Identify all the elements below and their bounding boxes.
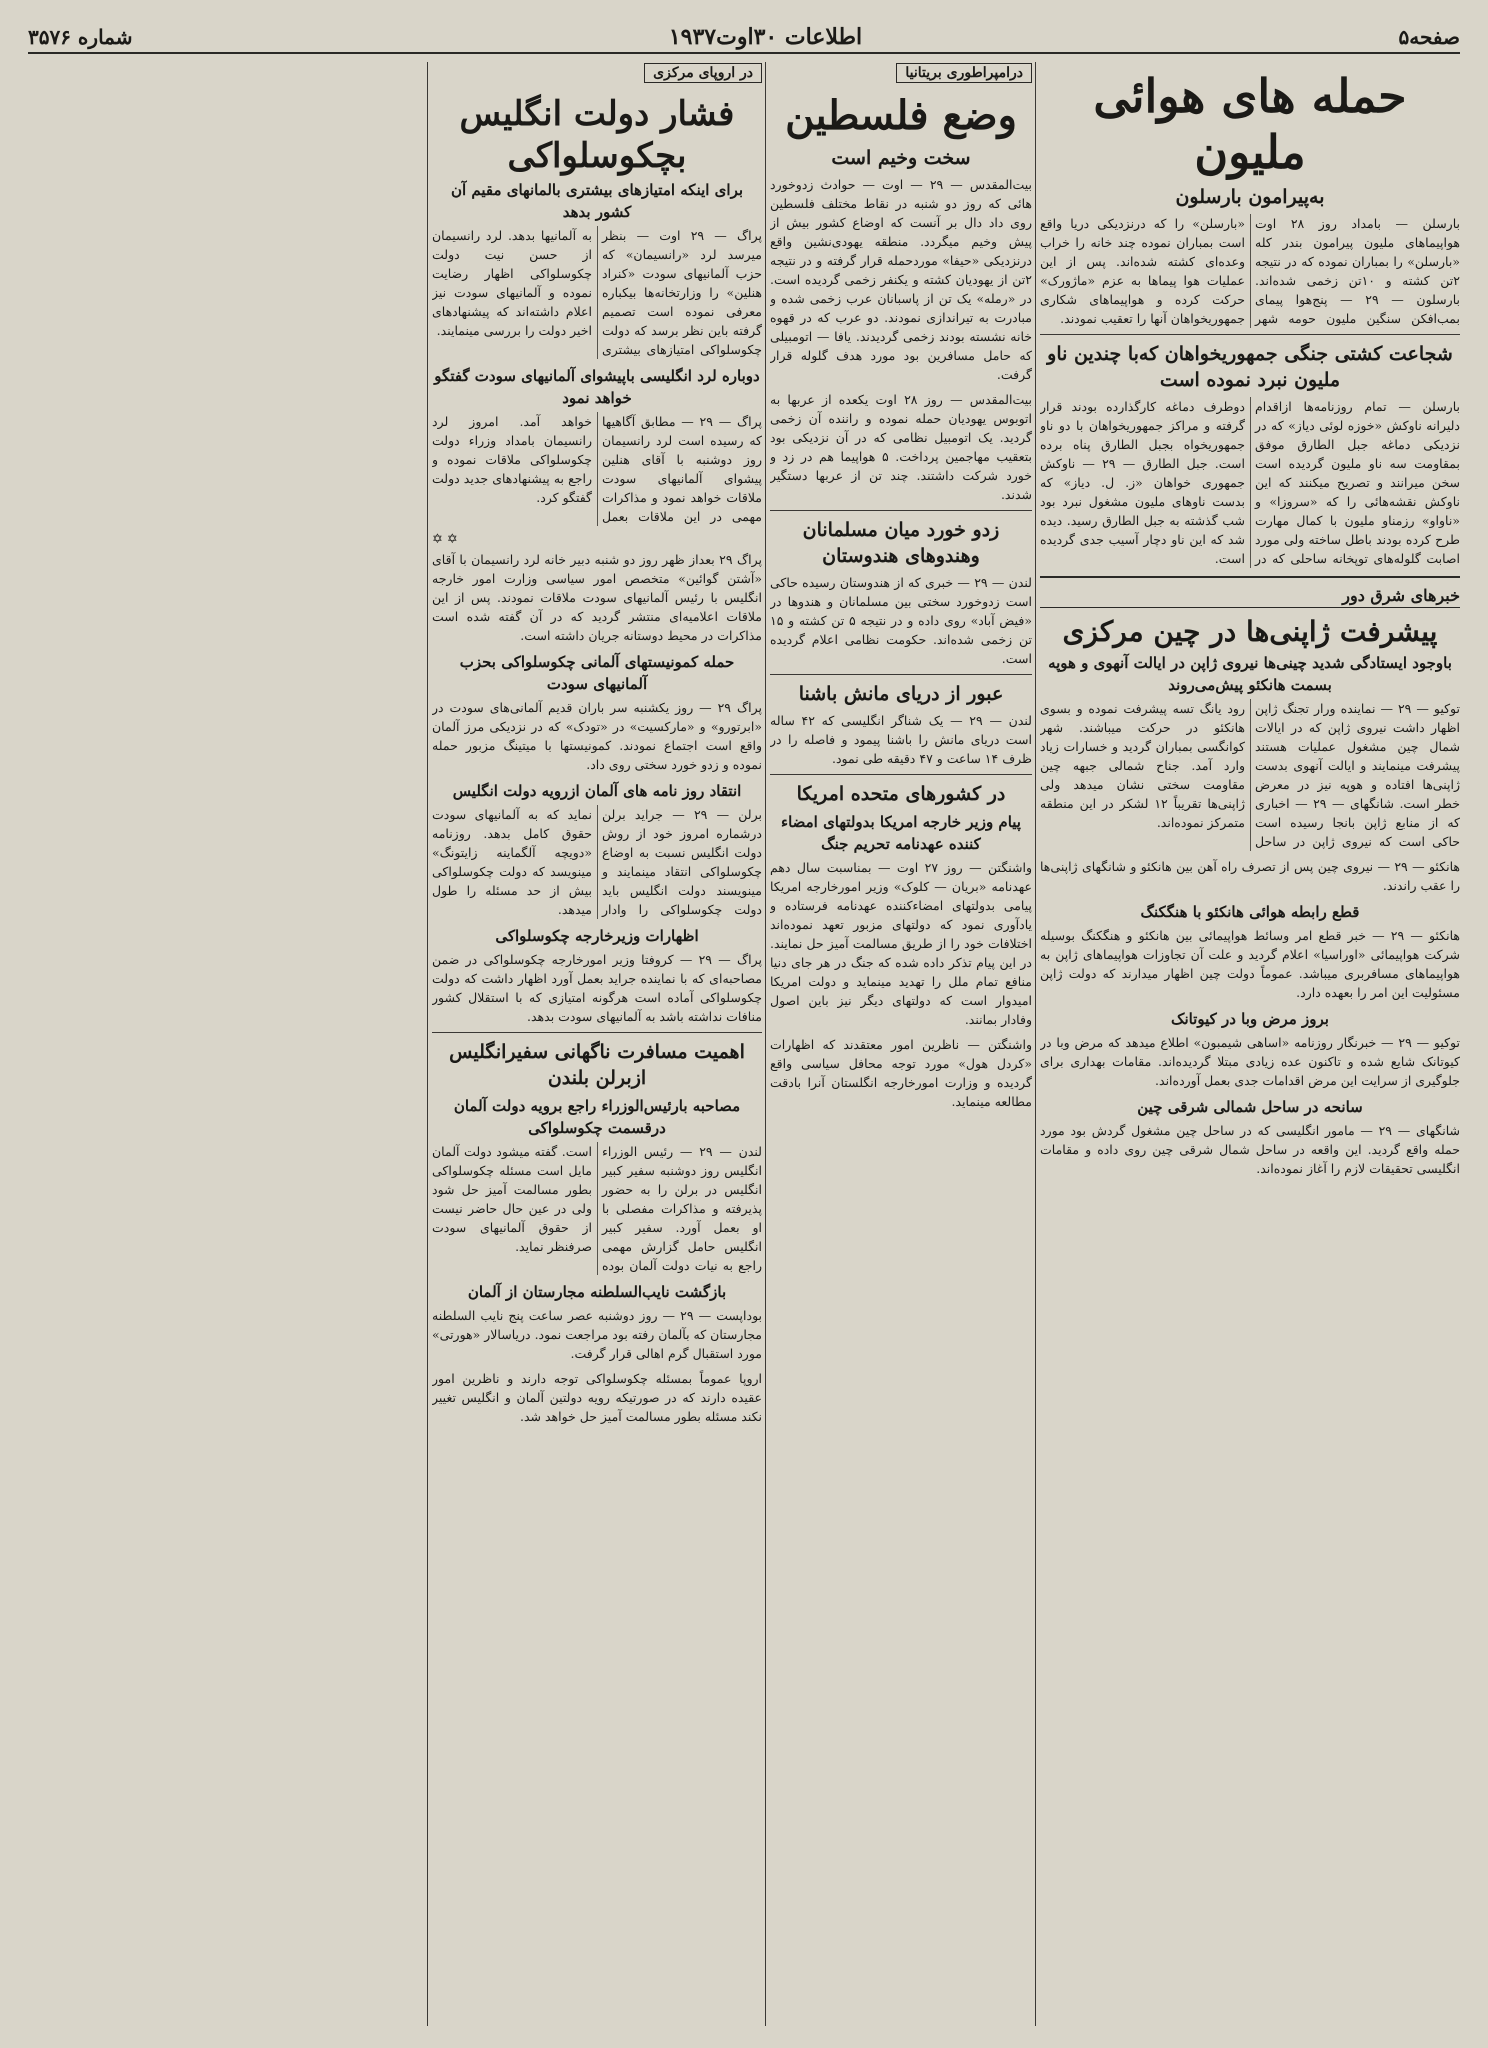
headline-channel-swim: عبور از دریای مانش باشنا (798, 683, 1004, 705)
column-rule (765, 62, 766, 2026)
paper-date: اطلاعات ۳۰اوت۱۹۳۷ (668, 24, 863, 50)
headline-cholera: بروز مرض وبا در کیوتانک (1171, 1010, 1329, 1028)
divider (1040, 334, 1460, 335)
headline-czech-pressure: فشار دولت انگلیس بچکوسلواکی (459, 94, 735, 176)
column-rule (1035, 62, 1036, 2026)
divider (1040, 576, 1460, 578)
article-czech-pressure: پراگ — ۲۹ اوت — بنظر میرسد لرد «رانسیمان» که حزب آلمانیهای سودت «کنراد هنلین» را وزارتخانه‌ها بیکباره معرفی نموده است تصمیم گرفته باین نظر برسد که دولت چکوسلواکی امتیازهای بیشتری به آلمانیها بدهد. لرد رانسیمان از حسن نیت دولت چکوسلواکی اظهار رضایت نموده و آلمانیهای سودت نیز اعلام داشته‌اند که پیشنهادهای اخیر دولت را بررسی مینمایند. (432, 228, 762, 357)
article-palestine: بیت‌المقدس — ۲۹ — اوت — حوادث زدوخورد هائی که روز دو شنبه در نقاط مختلف فلسطین روی داد دال بر آنست که اوضاع کشور بیش از پیش وخیم میگردد. منطقه یهودی‌نشین واقع درنزدیکی «حیفا» موردحمله قرار گرفته و در نتیجه ۲تن از یهودیان کشته و یکنفر زخمی گردیده است. در «رمله» یک تن از پاسبانان عرب زخمی شده و مبادرت به تیراندازی نمودند. دو عرب که در قهوه خانه نشسته بودند زخمی گردیدند. یافا — اتومبیلی که حامل مسافرین بود مورد هدف گلوله قرار گرفت. (770, 177, 1032, 382)
subhead-ambassador: مصاحبه بارئیس‌الوزراء راجع برویه دولت آلمان درقسمت چکوسلواکی (453, 1097, 741, 1137)
stars-ornament: ✡✡ (432, 532, 462, 547)
column-1 (1040, 62, 1460, 2026)
headline-warship-courage: شجاعت کشتی جنگی جمهوریخواهان که‌با چندین ناو ملیون نبرد نموده است (1047, 343, 1453, 391)
subhead-japan-advance: باوجود ایستادگی شدید چینی‌ها نیروی ژاپن در ایالت آنهوی و هوپه بسمت هانکئو پیش‌می‌روند (1048, 654, 1452, 694)
headline-german-press: انتقاد روز نامه های آلمان ازرویه دولت انگلیس (452, 782, 742, 800)
headline-czech-minister: اظهارات وزیرخارجه چکوسلواکی (495, 927, 699, 945)
headline-coast-incident: سانحه در ساحل شمالی شرقی چین (1137, 1098, 1363, 1116)
headline-ambassador: اهمیت مسافرت ناگهانی سفیرانگلیس ازبرلن بلندن (449, 1041, 745, 1089)
article-air-raids: بارسلن — بامداد روز ۲۸ اوت هواپیماهای ملیون پیرامون بندر کله «بارسلن» را بمباران نموده که در نتیجه ۲تن کشته و ۱۰تن زخمی شده‌اند. بارسلون — ۲۹ — پنج‌هوا پیمای بمب‌افکن سنگین ملیون حومه شهر «بارسلن» را که درنزدیکی دریا واقع است بمباران نموده چند خانه را خراب وعده‌ای کشته شده‌اند. پس از این عملیات هوا پیماها به عزم «ماژورک» حرکت کرده و هواپیماهای شکاری جمهوریخواهان آنها را تعقیب نمودند. (1040, 216, 1460, 326)
article-ambassador: لندن — ۲۹ — رئیس الوزراء انگلیس روز دوشنبه سفیر کبیر انگلیس در برلن را به حضور پذیرفته و مذاکرات مفصلی با او بعمل آورد. سفیر کبیر انگلیس حامل گزارش مهمی راجع به نیات دولت آلمان بوده است. گفته میشود دولت آلمان مایل است مسئله چکوسلواکی بطور مسالمت آمیز حل شود ولی در عین حال حاضر نیست از حقوق آلمانیهای سودت صرفنظر نماید. (432, 1144, 762, 1273)
subhead-usa: پیام وزیر خارجه امریکا بدولتهای امضاء کننده عهدنامه تحریم جنگ (781, 813, 1021, 853)
divider (770, 774, 1032, 775)
headline-japan-advance: پیشرفت ژاپنی‌ها در چین مرکزی (1062, 615, 1438, 648)
article-hankou: هانکئو — ۲۹ — نیروی چین پس از تصرف راه آهن بین هانکئو و شانگهای ژاپنی‌ها را عقب راندند. (1040, 859, 1460, 893)
article-japan-advance: توکیو — ۲۹ — نماینده ورار تجنگ ژاپن اظهار داشت نیروی ژاپن که در ایالات شمال چین مشغول عملیات هستند پیشرفت مینمایند و ایالت آنهوی بدست ژاپنی‌ها افتاده و هوپه نیز در معرض خطر است. شانگهای — ۲۹ — اخباری که از منابع ژاپن بانجا رسیده است حاکی است که نیروی ژاپن در ساحل رود یانگ تسه پیشرفت نموده و بسوی هانکئو در حرکت میباشند. شهر کوانگسی بمباران گردید و خسارات زیاد وارد آمد. جناح شمالی جبهه چین مقاومت سختی نشان میدهد ولی ژاپنی‌ها تقریباً ۱۲ لشکر در این منطقه متمرکز نموده‌اند. (1040, 701, 1460, 849)
article-warship: بارسلن — تمام روزنامه‌ها ازاقدام دلیرانه ناوکش «خوزه لوئی دیاز» که در نزدیکی دماغه جبل الطارق موفق بمقاومت سه ناو ملیون گردیده است سخن میرانند و تصریح میکنند که این ناوکش نقشه‌هائی را که «سروزا» و «ناواو» رزمناو ملیون با کمال مهارت طرح کرده بودند باطل ساخته ولی مورد اصابت گلوله‌های توپخانه ساحلی که در دوطرف دماغه کارگذارده بودند قرار گرفته و مراکز جمهوریخواهان با دو ناو جمهوریخواه بجبل الطارق پناه برده است. جبل الطارق — ۲۹ — ناوکش جمهوری خواهان «ز. ل. دیاز» که بدست ناوهای ملیون مشغول نبرد بود شب گذشته به جبل الطارق رسید. دیده شد که این ناو دچار آسیب جدی گردیده است. (1040, 399, 1460, 566)
article-runciman-2: پراگ ۲۹ بعداز ظهر روز دو شنبه دبیر خانه لرد رانسیمان با آقای «آشتن گوائین» متخصص امور سیاسی وزارت امور خارجه انگلیس با رئیس آلمانیهای سودت ملاقات نمودند. پس از این ملاقات اعلامیه‌ای منتشر گردید که در آن گفته شده است مذاکرات در محیط دوستانه جریان داشته است. (432, 552, 762, 643)
divider (770, 674, 1032, 675)
article-channel-swim: لندن — ۲۹ — یک شناگر انگلیسی که ۴۲ ساله است دریای مانش را باشنا پیمود و فاصله را در ظرف ۱۴ ساعت و ۴۷ دقیقه طی نمود. (770, 713, 1032, 766)
article-czech-minister: پراگ — ۲۹ — کروفتا وزیر امورخارجه چکوسلواکی در ضمن مصاحبه‌ای که با نماینده جراید بعمل آورد اظهار داشت که دولت چکوسلواکی آماده است هرگونه امتیازی که با استقلال کشور منافات نداشته باشد به آلمانیهای سودت بدهد. (432, 952, 762, 1024)
section-central-europe: در اروپای مرکزی (644, 63, 762, 83)
section-british-empire: درامپراطوری بریتانیا (896, 63, 1032, 83)
column-3 (432, 62, 762, 2026)
article-cholera: توکیو — ۲۹ — خبرنگار روزنامه «اساهی شیمبون» اطلاع میدهد که مرض وبا در کیوتانک شایع شده و تاکنون عده زیادی مبتلا گردیده‌اند. مقامات بهداری برای جلوگیری از سرایت این مرض اقدامات جدی بعمل آورده‌اند. (1040, 1035, 1460, 1088)
article-air-link: هانکئو — ۲۹ — خبر قطع امر وسائط هواپیمائی بین هانکئو و هنگکنگ بوسیله شرکت هواپیمائی «اوراسیا» اعلام گردید و علت آن تجاوزات هواپیماهای ژاپن به هواپیماهای مسافربری میباشد. عموماً دولت چین اظهار میدارند که دولت ژاپن مسئولیت این امر را بعهده دارد. (1040, 928, 1460, 1000)
column-2 (770, 62, 1032, 2026)
headline-india-clash: زدو خورد میان مسلمانان وهندوهای هندوستان (802, 519, 1000, 567)
headline-air-link: قطع رابطه هوائی هانکئو با هنگکنگ (1140, 903, 1360, 921)
page-label: صفحه۵ (1398, 25, 1460, 49)
article-coast-incident: شانگهای — ۲۹ — مامور انگلیسی که در ساحل چین مشغول گردش بود مورد حمله واقع گردید. این واقعه در ساحل شمال شرقی چین روی داده و مقامات انگلیسی تحقیقات لازم را آغاز نموده‌اند. (1040, 1123, 1460, 1176)
article-hungary-regent: بوداپست — ۲۹ — روز دوشنبه عصر ساعت پنج نایب السلطنه مجارستان که بآلمان رفته بود مراجعت نمود. دریاسالار «هورتی» مورد استقبال گرم اهالی قرار گرفت. (432, 1308, 762, 1361)
headline-usa: در کشورهای متحده امریکا (796, 783, 1006, 805)
headline-hungary-regent: بازگشت نایب‌السلطنه مجارستان از آلمان (467, 1283, 727, 1301)
article-india-clash: لندن — ۲۹ — خبری که از هندوستان رسیده حاکی است زدوخورد سختی بین مسلمانان و هندوها در «فیض آباد» روی داده و در نتیجه ۵ تن کشته و ۱۵ تن زخمی شده‌اند. حکومت نظامی اعلام گردیده است. (770, 575, 1032, 666)
newspaper-page (28, 22, 1460, 2026)
divider (432, 1032, 762, 1033)
masthead (28, 22, 1460, 54)
article-runciman: پراگ — ۲۹ — مطابق آگاهیها که رسیده است لرد رانسیمان روز دوشنبه با آقای هنلین پیشوای آلمانیهای سودت ملاقات خواهد نمود و مذاکرات مهمی در این ملاقات بعمل خواهد آمد. امروز لرد رانسیمان بامداد وزراء دولت چکوسلواکی ملاقات نموده و راجع به پیشنهادهای جدید دولت گفتگو کرد. (432, 414, 762, 524)
article-palestine-2: بیت‌المقدس — روز ۲۸ اوت یکعده از عربها به اتوبوس یهودیان حمله نموده و راننده آن زخمی گردید. یک اتومبیل نظامی که در آن نزدیکی بود بتعقیب مهاجمین پرداخت. ۵ هواپیما هم در زد و خورد شرکت داشتند. چند تن از عربها دستگیر شدند. (770, 392, 1032, 502)
subhead-palestine: سخت وخیم است (831, 147, 971, 169)
article-usa-2: واشنگتن — ناظرین امور معتقدند که اظهارات «کردل هول» مورد توجه محافل سیاسی واقع گردیده و وزارت امورخارجه انگلستان آنرا بادقت مطالعه مینماید. (770, 1037, 1032, 1109)
article-german-press: برلن — ۲۹ — جراید برلن درشماره امروز خود از روش دولت انگلیس نسبت به اوضاع چکوسلواکی انتقاد مینمایند و مینویسند دولت انگلیس باید دولت چکوسلواکی را وادار نماید که به آلمانیهای سودت حقوق کامل بدهد. روزنامه «دویچه آلگماینه زایتونگ» مینویسد که دولت چکوسلواکی بیش از حد مسئله را طول میدهد. (432, 807, 762, 917)
subhead-czech-pressure: برای اینکه امتیازهای بیشتری بالمانهای مقیم آن کشور بدهد (450, 181, 744, 221)
article-europe: اروپا عموماً بمسئله چکوسلواکی توجه دارند و ناظرین امور عقیده دارند که در صورتیکه رویه دولتین آلمان و انگلیس تغییر نکند مسئله بطور مسالمت آمیز حل خواهد شد. (432, 1371, 762, 1424)
headline-palestine: وضع فلسطین (785, 92, 1017, 139)
article-communists: پراگ ۲۹ — روز یکشنبه سر باران قدیم آلمانی‌های سودت در «ابرتورو» و «مارکسیت» در «تودک» که در نزدیکی مرز آلمان واقع است اجتماع نمودند. کمونیستها با میتینگ مزبور حمله نموده و زدو خورد سختی روی داد. (432, 700, 762, 772)
section-far-east: خبرهای شرق دور (1040, 586, 1460, 608)
subhead-barcelona: به‌پیرامون بارسلون (1175, 186, 1325, 208)
headline-runciman: دوباره لرد انگلیسی باپیشوای آلمانیهای سودت گفتگو خواهد نمود (434, 367, 760, 407)
issue-number: شماره ۳۵۷۶ (28, 25, 133, 49)
headline-communists: حمله کمونیستهای آلمانی چکوسلواکی بحزب آلمانیهای سودت (459, 653, 735, 693)
column-rule (427, 62, 428, 2026)
headline-air-raids: حمله های هوائی ملیون (1093, 69, 1407, 179)
divider (770, 510, 1032, 511)
article-usa: واشنگتن — روز ۲۷ اوت — بمناسبت سال دهم عهدنامه «بریان — کلوک» وزیر امورخارجه امریکا پیامی بدولتهای امضاءکننده عهدنامه فرستاده و یادآوری نمود که دولتهای مزبور تعهد نموده‌اند اختلافات خود را از طریق مسالمت آمیز حل نمایند. در این پیام تذکر داده شده که جنگ در هر جای دنیا منافع تمام ملل را تهدید مینماید و دولت امریکا امیدوار است که دولتهای دیگر نیز باین اصول وفادار بمانند. (770, 860, 1032, 1027)
